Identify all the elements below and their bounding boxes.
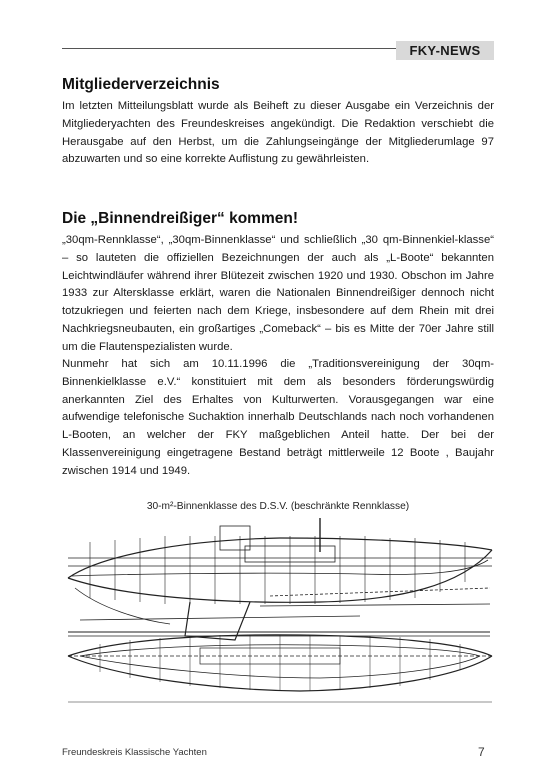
section-title-binnendreissiger: Die „Binnendreißiger“ kommen!	[62, 210, 298, 227]
section-para-2: Nunmehr hat sich am 10.11.1996 die „Traditionsvereinigung der 30qm-Binnenkielklasse e.V.“ konstituiert mit dem als besonders förderungswürdig anerkannten Ziel des Erhaltes von Kulturwerten. Vorausgegangen war eine aufwendige telefonische Suchaktion innerhalb Deutschlands nach noch vorhandenen L-Booten, an welcher der FKY maßgeblichen Anteil hatte. Der bei der Klassenvereinigung eingetragene Bestand beträgt mittlerweile 12 Boote , Baujahr zwischen 1914 und 1949.	[62, 358, 494, 477]
section-body-mitgliederverzeichnis: Im letzten Mitteilungsblatt wurde als Beiheft zu dieser Ausgabe ein Verzeichnis der Mitgliederyachten des Freundeskreises angekündigt. Die Redaktion verschiebt die Herausgabe auf den Herbst, um die Zahlungseingänge der Mitgliederumlage 97 abzuwarten und so eine korrekte Auflistung zu gewährleisten.	[62, 100, 494, 166]
header-rule	[62, 48, 396, 49]
yacht-technical-drawing	[60, 516, 500, 714]
footer-publication: Freundeskreis Klassische Yachten	[62, 747, 207, 758]
header-tag: FKY-NEWS	[396, 41, 494, 60]
section-title-mitgliederverzeichnis: Mitgliederverzeichnis	[62, 76, 220, 93]
section-para-1: „30qm-Rennklasse“, „30qm-Binnenklasse“ und schließlich „30 qm-Binnenkiel-klasse“ – so lauteten die offiziellen Bezeichnungen der auch als „L-Boote“ bekannten Leichtwindläufer während ihrer Blütezeit zwischen 1920 und 1930. Obschon im Jahre 1933 zur Altersklasse erklärt, waren die Nationalen Binnendreißiger dennoch nicht totzukriegen und feierten nach dem Kriege, insbesondere auf dem Rhein mit drei Nachkriegsneubauten, ein großartiges „Comeback“ – bis es Mitte der 70er Jahre still um die Flautenspezialisten wurde.	[62, 234, 494, 353]
page-number: 7	[478, 745, 485, 759]
figure-caption: 30-m²-Binnenklasse des D.S.V. (beschränkte Rennklasse)	[146, 501, 410, 512]
